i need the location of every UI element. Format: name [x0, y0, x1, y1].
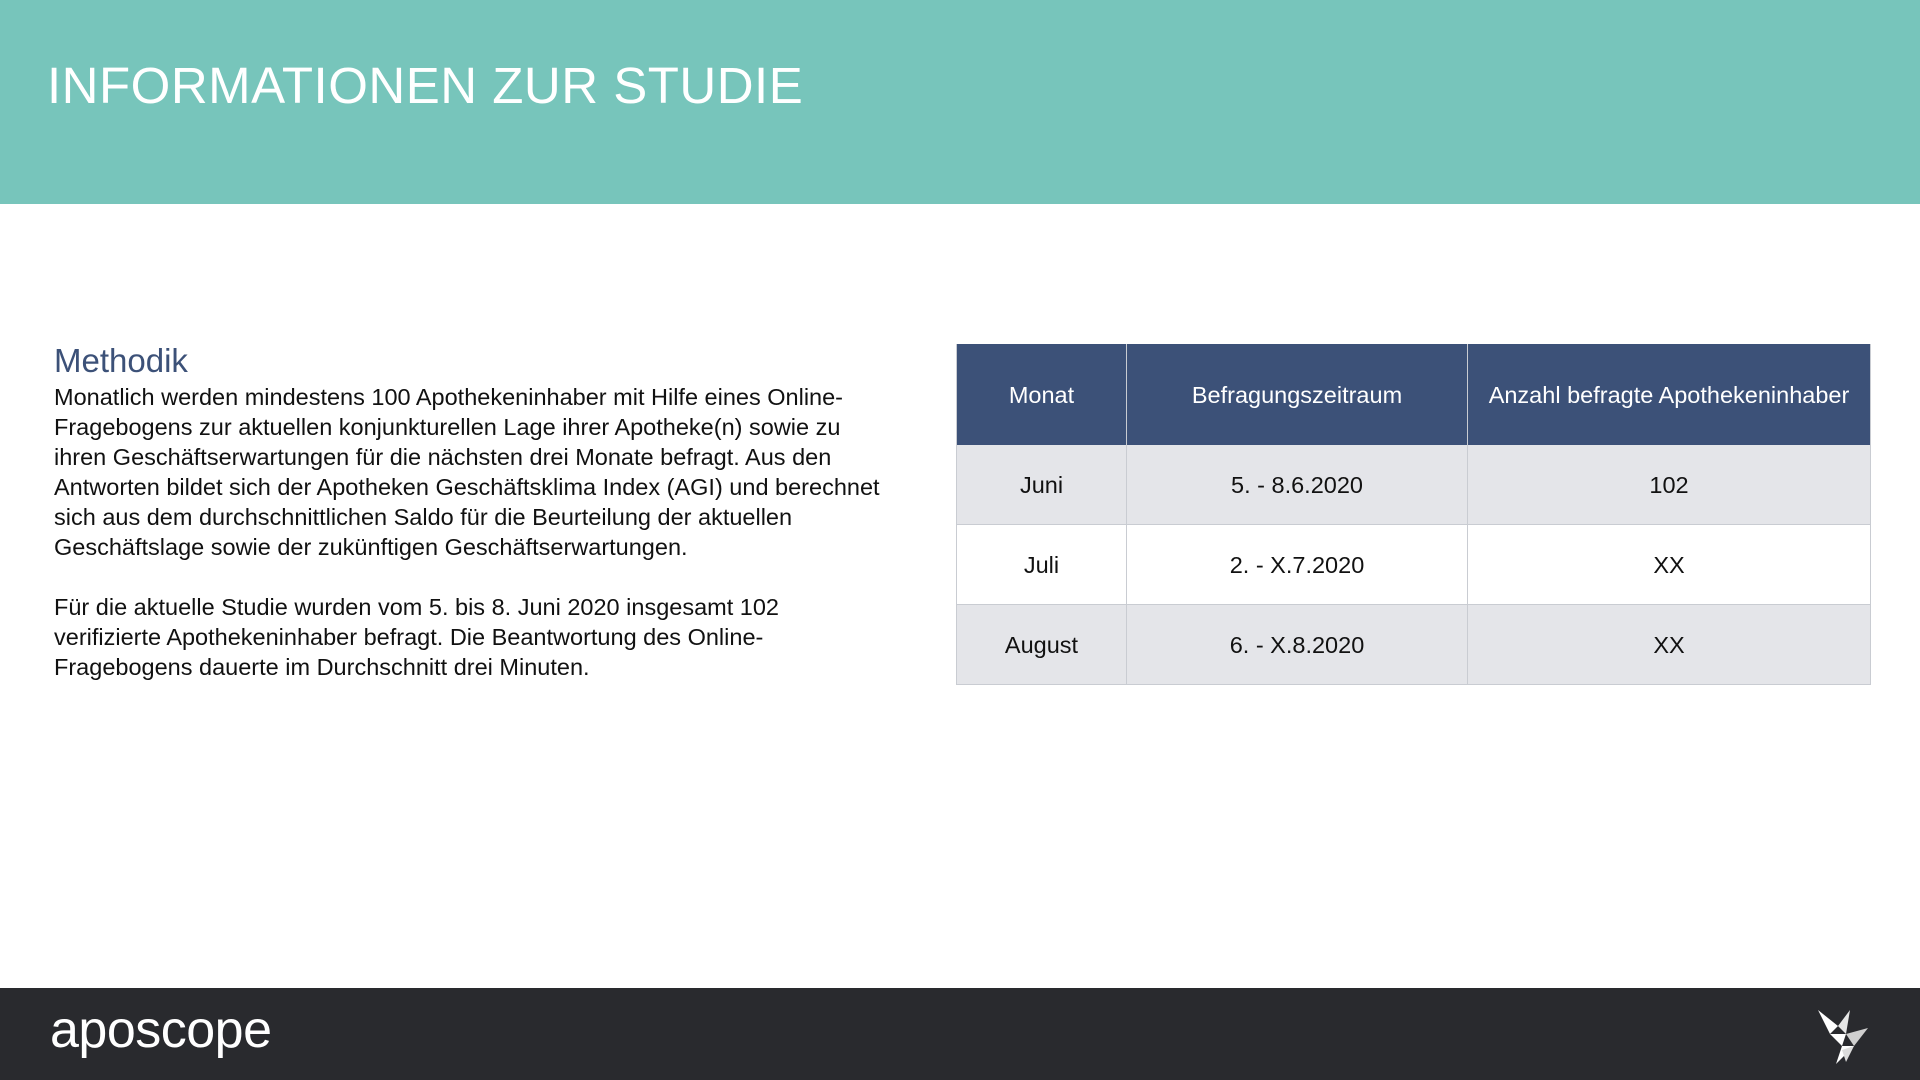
- column-header-anzahl: Anzahl befragte Apothekeninhaber: [1468, 344, 1871, 445]
- survey-table-container: [956, 344, 1871, 685]
- table-cell-monat: August: [957, 605, 1127, 685]
- footer-bar: [0, 988, 1920, 1080]
- column-header-monat: Monat: [957, 344, 1127, 445]
- table-row: [957, 525, 1871, 605]
- table-cell-zeitraum: 2. - X.7.2020: [1127, 525, 1468, 605]
- aposcope-logo: aposcope: [50, 1001, 272, 1059]
- column-header-befragungszeitraum: Befragungszeitraum: [1127, 344, 1468, 445]
- table-cell-zeitraum: 5. - 8.6.2020: [1127, 445, 1468, 525]
- methodik-paragraph-2: Für die aktuelle Studie wurden vom 5. bis 8. Juni 2020 insgesamt 102 verifizierte Apothekeninhaber befragt. Die Beantwortung des Online-Fragebogens dauerte im Durchschnitt drei Minuten.: [54, 594, 780, 680]
- origami-bird-icon: [1816, 1006, 1870, 1066]
- table-cell-anzahl: XX: [1468, 525, 1871, 605]
- header-banner: [0, 0, 1920, 204]
- table-cell-monat: Juni: [957, 445, 1127, 525]
- methodik-paragraph-1: Monatlich werden mindestens 100 Apothekeninhaber mit Hilfe eines Online-Fragebogens zur aktuellen konjunkturellen Lage ihrer Apotheke(n) sowie zu ihren Geschäftserwartungen für die nächsten drei Monate befragt. Aus den Antworten bildet sich der Apotheken Geschäftsklima Index (AGI) und berechnet sich aus dem durchschnittlichen Saldo für die Beurteilung der aktuellen Geschäftslage sowie der zukünftigen Geschäftserwartungen.: [54, 384, 880, 560]
- survey-table: [956, 344, 1871, 685]
- table-cell-zeitraum: 6. - X.8.2020: [1127, 605, 1468, 685]
- table-cell-monat: Juli: [957, 525, 1127, 605]
- table-cell-anzahl: XX: [1468, 605, 1871, 685]
- table-header-row: [957, 344, 1871, 445]
- table-row: [957, 445, 1871, 525]
- methodik-section: [54, 340, 884, 682]
- table-row: [957, 605, 1871, 685]
- page-title: INFORMATIONEN ZUR STUDIE: [47, 57, 804, 114]
- methodik-heading: Methodik: [54, 342, 188, 379]
- table-cell-anzahl: 102: [1468, 445, 1871, 525]
